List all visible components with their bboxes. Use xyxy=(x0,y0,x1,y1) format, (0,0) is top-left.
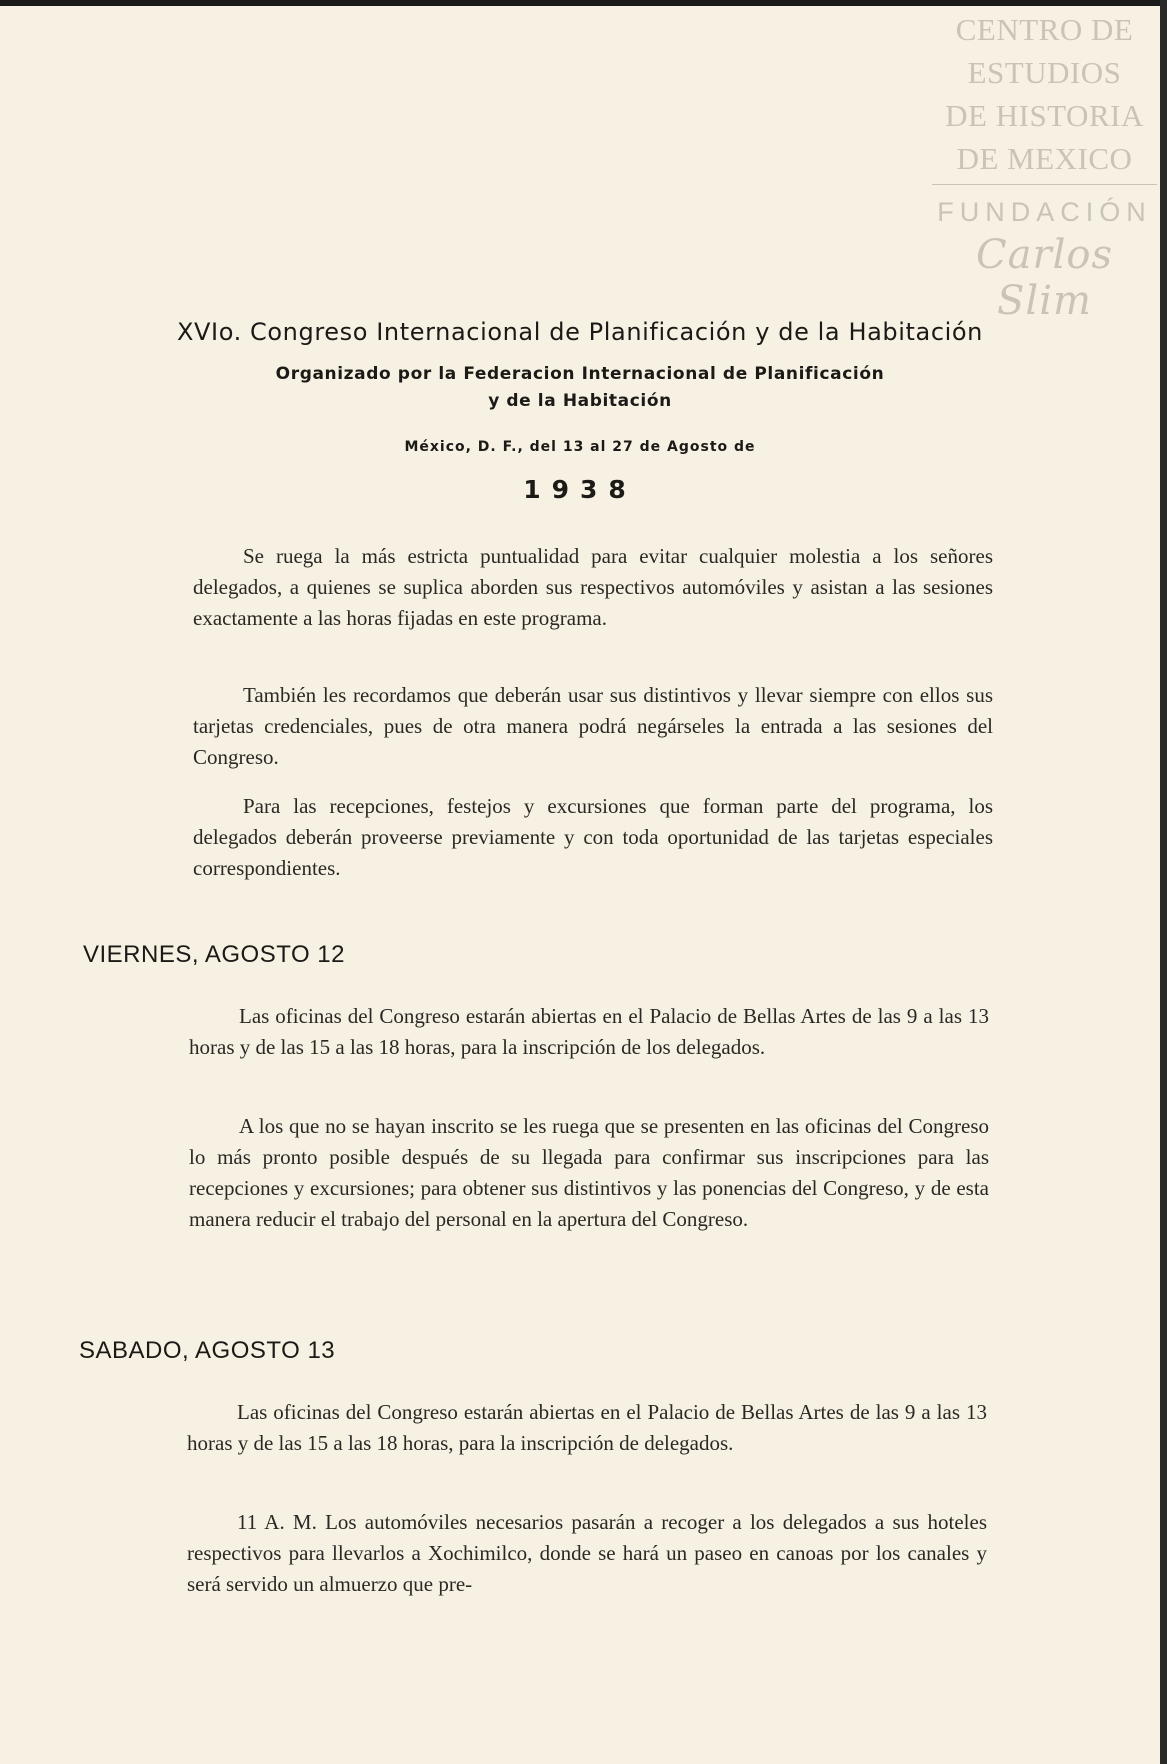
watermark-line: CENTRO DE xyxy=(955,12,1134,47)
organizer-line-1: Organizado por la Federacion Internacional de Planificación xyxy=(275,364,885,384)
congress-title: XVIo. Congreso Internacional de Planificación y de la Habitación xyxy=(176,318,983,346)
section-paragraph: 11 A. M. Los automóviles necesarios pasarán a recoger a los delegados a sus hoteles respectivos para llevarlos a Xochimilco, donde se hará un paseo en canoas por los canales y será servido un almuerzo que pre- xyxy=(187,1510,987,1596)
section-heading-sabado: SABADO, AGOSTO 13 xyxy=(79,1337,336,1364)
watermark-line: DE HISTORIA xyxy=(945,98,1144,133)
document-page xyxy=(0,6,1160,1764)
congress-year: 1938 xyxy=(523,475,637,504)
organizer-line xyxy=(80,361,1080,415)
section-heading-viernes: VIERNES, AGOSTO 12 xyxy=(83,941,345,968)
location-dates: México, D. F., del 13 al 27 de Agosto de xyxy=(404,439,756,455)
intro-paragraph: También les recordamos que deberán usar sus distintivos y llevar siempre con ellos sus tarjetas credenciales, pues de otra manera podrá negárseles la entrada a las sesiones del Congreso. xyxy=(193,683,993,769)
watermark-line: DE MEXICO xyxy=(956,141,1133,176)
section-paragraph: Las oficinas del Congreso estarán abiertas en el Palacio de Bellas Artes de las 9 a las 13 horas y de las 15 a las 18 horas, para la inscripción de los delegados. xyxy=(189,1004,989,1059)
archive-watermark xyxy=(932,8,1157,324)
section-paragraph: Las oficinas del Congreso estarán abiertas en el Palacio de Bellas Artes de las 9 a las 13 horas y de las 15 a las 18 horas, para la inscripción de delegados. xyxy=(187,1400,987,1455)
watermark-divider xyxy=(932,184,1157,185)
intro-paragraph: Para las recepciones, festejos y excursiones que forman parte del programa, los delegados deberán proveerse previamente y con toda oportunidad de las tarjetas especiales correspondientes. xyxy=(193,794,993,880)
watermark-foundation: FUNDACIÓN xyxy=(937,197,1152,227)
organizer-line-2: y de la Habitación xyxy=(488,391,672,411)
page-edge-shadow xyxy=(1160,0,1167,1764)
watermark-signature: Carlos Slim xyxy=(976,232,1113,324)
intro-paragraph: Se ruega la más estricta puntualidad para evitar cualquier molestia a los señores delegados, a quienes se suplica aborden sus respectivos automóviles y asistan a las sesiones exactamente a las horas fijadas en este programa. xyxy=(193,544,993,630)
watermark-line: ESTUDIOS xyxy=(967,55,1122,90)
section-paragraph: A los que no se hayan inscrito se les ruega que se presenten en las oficinas del Congreso lo más pronto posible después de su llegada para confirmar sus inscripciones para las recepciones y excursiones; para obtener sus distintivos y las ponencias del Congreso, y de esta manera reducir el trabajo del personal en la apertura del Congreso. xyxy=(189,1114,989,1231)
